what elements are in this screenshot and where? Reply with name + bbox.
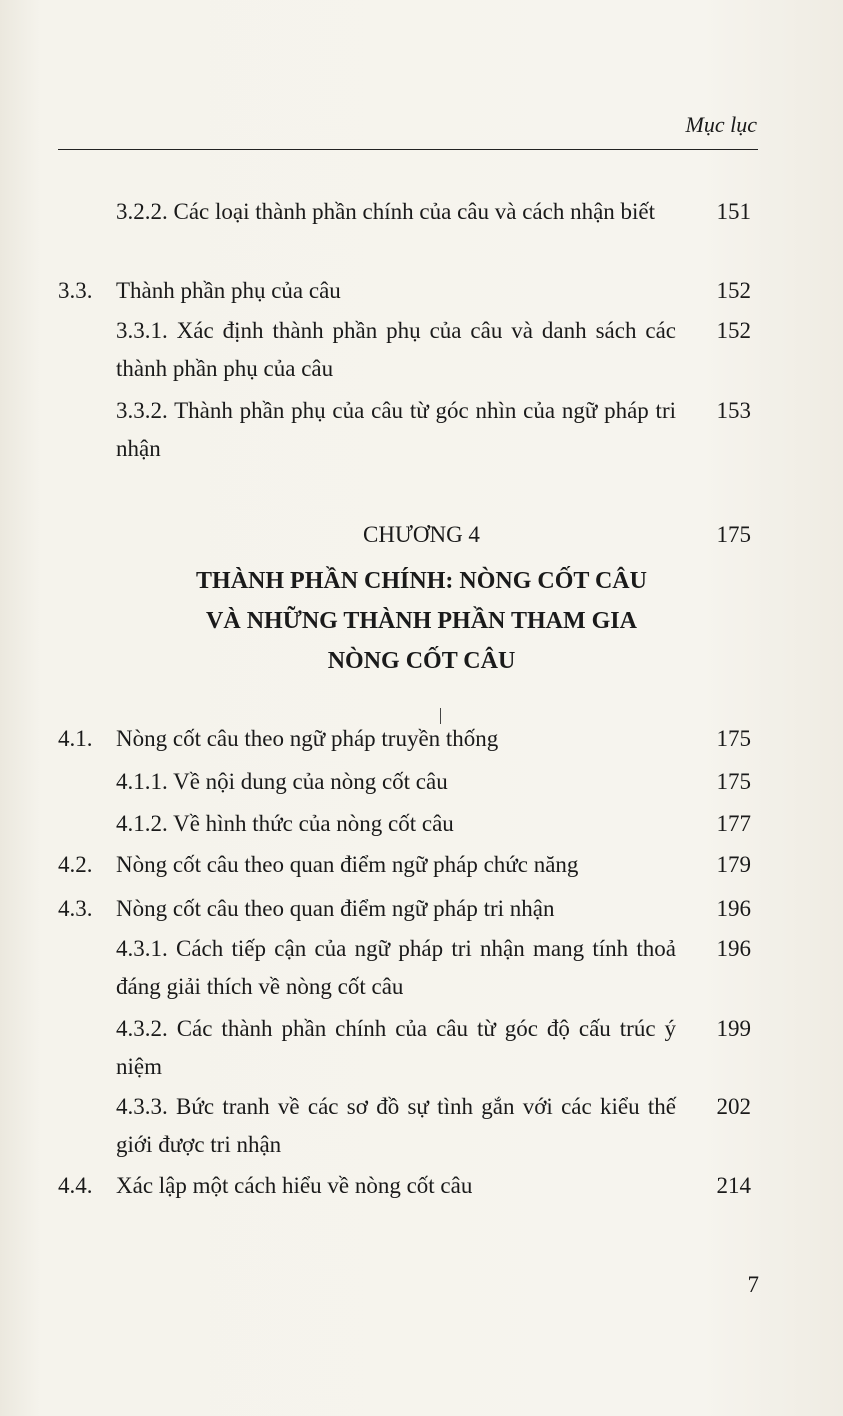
running-head: Mục lục bbox=[685, 112, 757, 137]
chapter-title-line: VÀ NHỮNG THÀNH PHẦN THAM GIA bbox=[206, 608, 637, 634]
toc-entry-page: 152 bbox=[716, 318, 751, 343]
header-rule bbox=[58, 149, 758, 150]
toc-entry-page: 153 bbox=[716, 398, 751, 423]
toc-entry-page: 177 bbox=[716, 811, 751, 836]
toc-entry-number: 4.2. bbox=[58, 852, 93, 877]
toc-entry[interactable] bbox=[0, 193, 843, 269]
toc-entry[interactable] bbox=[0, 890, 843, 928]
toc-entry-page: 179 bbox=[716, 852, 751, 877]
toc-entry[interactable] bbox=[0, 930, 843, 1006]
chapter-label: CHƯƠNG 4 bbox=[363, 522, 480, 547]
chapter-title-line: THÀNH PHẦN CHÍNH: NÒNG CỐT CÂU bbox=[196, 568, 647, 594]
toc-entry-page: 199 bbox=[716, 1016, 751, 1041]
toc-entry[interactable] bbox=[0, 763, 843, 801]
chapter-title-line: NÒNG CỐT CÂU bbox=[327, 648, 516, 674]
toc-entry-text: Nòng cốt câu theo ngữ pháp truyền thống bbox=[116, 726, 499, 751]
toc-entry-page: 152 bbox=[716, 278, 751, 303]
toc-entry-page: 196 bbox=[716, 896, 751, 921]
toc-entry[interactable] bbox=[0, 1167, 843, 1205]
toc-entry-number: 4.3. bbox=[58, 896, 93, 921]
toc-entry-text: 4.3.1. Cách tiếp cận của ngữ pháp tri nhận mang tính thoả đáng giải thích về nòng cốt câu bbox=[116, 936, 676, 999]
toc-entry[interactable] bbox=[0, 846, 843, 884]
toc-entry-page: 175 bbox=[716, 769, 751, 794]
toc-entry-text: Xác lập một cách hiểu về nòng cốt câu bbox=[116, 1173, 473, 1198]
chapter-page: 175 bbox=[716, 522, 751, 547]
toc-entry-page: 175 bbox=[716, 726, 751, 751]
toc-entry-text: Nòng cốt câu theo quan điểm ngữ pháp chức năng bbox=[116, 852, 579, 877]
toc-entry[interactable] bbox=[0, 1088, 843, 1164]
toc-entry-text: 3.3.1. Xác định thành phần phụ của câu và danh sách các thành phần phụ của câu bbox=[116, 318, 676, 381]
toc-entry-number: 4.4. bbox=[58, 1173, 93, 1198]
toc-entry[interactable] bbox=[0, 312, 843, 388]
toc-entry-number: 3.3. bbox=[58, 278, 93, 303]
toc-entry-text: 4.3.2. Các thành phần chính của câu từ góc độ cấu trúc ý niệm bbox=[116, 1016, 676, 1079]
page-number: 7 bbox=[747, 1272, 759, 1297]
toc-entry-text: 4.3.3. Bức tranh về các sơ đồ sự tình gắn với các kiểu thế giới được tri nhận bbox=[116, 1094, 676, 1157]
toc-entry-page: 151 bbox=[716, 199, 751, 224]
toc-entry[interactable] bbox=[0, 720, 843, 758]
toc-entry-text: Thành phần phụ của câu bbox=[116, 278, 341, 303]
toc-entry[interactable] bbox=[0, 392, 843, 468]
toc-entry-page: 214 bbox=[716, 1173, 751, 1198]
toc-entry-page: 196 bbox=[716, 936, 751, 961]
toc-entry[interactable] bbox=[0, 272, 843, 310]
toc-entry-page: 202 bbox=[716, 1094, 751, 1119]
toc-entry[interactable] bbox=[0, 1010, 843, 1086]
toc-entry-text: 3.2.2. Các loại thành phần chính của câu và cách nhận biết bbox=[116, 199, 656, 224]
toc-entry-text: 4.1.1. Về nội dung của nòng cốt câu bbox=[116, 769, 448, 794]
toc-entry-text: 3.3.2. Thành phần phụ của câu từ góc nhìn của ngữ pháp tri nhận bbox=[116, 398, 676, 461]
toc-entry-text: 4.1.2. Về hình thức của nòng cốt câu bbox=[116, 811, 454, 836]
toc-entry-text: Nòng cốt câu theo quan điểm ngữ pháp tri nhận bbox=[116, 896, 555, 921]
chapter-heading-row[interactable] bbox=[0, 516, 843, 554]
toc-entry-number: 4.1. bbox=[58, 726, 93, 751]
toc-entry[interactable] bbox=[0, 805, 843, 843]
